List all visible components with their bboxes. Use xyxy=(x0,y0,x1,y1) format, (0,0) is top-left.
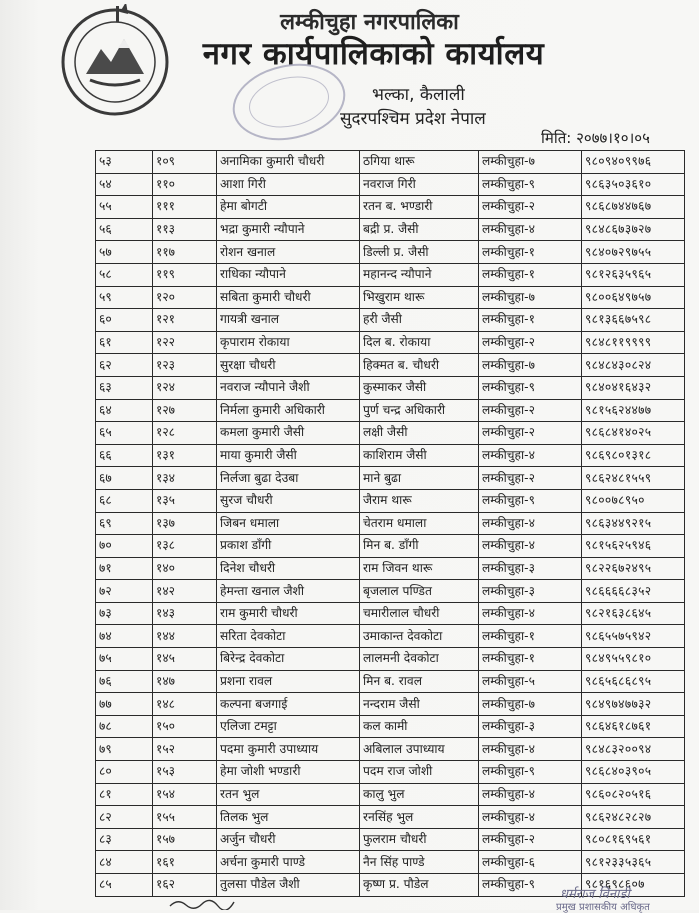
municipality-name: लम्कीचुहा नगरपालिका xyxy=(280,10,459,35)
address-cell: लम्कीचुहा-७ xyxy=(479,693,582,716)
address-cell: लम्कीचुहा-३ xyxy=(479,715,582,738)
record-number-cell: १४७ xyxy=(153,670,217,693)
address-cell: लम्कीचुहा-१ xyxy=(479,648,582,671)
guardian-name-cell: ठगिया थारू xyxy=(360,151,479,174)
name-cell: कृपाराम रोकाया xyxy=(217,331,360,354)
phone-cell: ९८१३६६७५९८ xyxy=(582,309,685,332)
guardian-name-cell: बृजलाल पण्डित xyxy=(360,580,479,603)
name-cell: जिबन धमाला xyxy=(217,512,360,535)
table-row xyxy=(96,535,685,558)
phone-cell: ९८६८४०३९०५ xyxy=(582,761,685,784)
address-cell: लम्कीचुहा-४ xyxy=(479,783,582,806)
serial-number-cell: ६२ xyxy=(96,354,153,377)
record-number-cell: १३१ xyxy=(153,444,217,467)
record-number-cell: १३५ xyxy=(153,489,217,512)
serial-number-cell: ६७ xyxy=(96,467,153,490)
phone-cell: ९८२२६७२४९५ xyxy=(582,557,685,580)
record-number-cell: १५० xyxy=(153,715,217,738)
name-cell: हेमा बोगटी xyxy=(217,196,360,219)
name-cell: भद्रा कुमारी न्यौपाने xyxy=(217,218,360,241)
name-cell: सुरक्षा चौधरी xyxy=(217,354,360,377)
guardian-name-cell: कृष्ण प्र. पौडेल xyxy=(360,874,479,897)
table-row xyxy=(96,738,685,761)
serial-number-cell: ६० xyxy=(96,309,153,332)
address-cell: लम्कीचुहा-७ xyxy=(479,354,582,377)
record-number-cell: १४० xyxy=(153,557,217,580)
signature-title: प्रमुख प्रशासकीय अधिकृत xyxy=(556,902,650,913)
name-cell: पदमा कुमारी उपाध्याय xyxy=(217,738,360,761)
serial-number-cell: ८० xyxy=(96,761,153,784)
record-number-cell: १०९ xyxy=(153,151,217,174)
name-cell: रतन भुल xyxy=(217,783,360,806)
name-cell: सुरज चौधरी xyxy=(217,489,360,512)
serial-number-cell: ७७ xyxy=(96,693,153,716)
table-row xyxy=(96,196,685,219)
table-row xyxy=(96,715,685,738)
phone-cell: ९८६५५७५९४२ xyxy=(582,625,685,648)
address-cell: लम्कीचुहा-४ xyxy=(479,806,582,829)
record-number-cell: १२८ xyxy=(153,422,217,445)
table-row xyxy=(96,376,685,399)
guardian-name-cell: नवराज गिरी xyxy=(360,173,479,196)
record-number-cell: १२४ xyxy=(153,376,217,399)
table-row xyxy=(96,399,685,422)
serial-number-cell: ६८ xyxy=(96,489,153,512)
address-cell: लम्कीचुहा-४ xyxy=(479,512,582,535)
table-row xyxy=(96,851,685,874)
phone-cell: ९८६४६१८७६१ xyxy=(582,715,685,738)
serial-number-cell: ७८ xyxy=(96,715,153,738)
phone-cell: ९८६६६६८३५२ xyxy=(582,580,685,603)
address-cell: लम्कीचुहा-९ xyxy=(479,173,582,196)
guardian-name-cell: लक्षी जैसी xyxy=(360,422,479,445)
phone-cell: ९८४०७२९७५५ xyxy=(582,241,685,264)
record-number-cell: १५२ xyxy=(153,738,217,761)
serial-number-cell: ६५ xyxy=(96,422,153,445)
address-cell: लम्कीचुहा-७ xyxy=(479,286,582,309)
serial-number-cell: ७३ xyxy=(96,602,153,625)
serial-number-cell: ७६ xyxy=(96,670,153,693)
guardian-name-cell: फुलराम चौधरी xyxy=(360,828,479,851)
serial-number-cell: ६३ xyxy=(96,376,153,399)
name-cell: एलिजा टमट्टा xyxy=(217,715,360,738)
guardian-name-cell: नन्दराम जैसी xyxy=(360,693,479,716)
address-cell: लम्कीचुहा-२ xyxy=(479,467,582,490)
guardian-name-cell: अबिलाल उपाध्याय xyxy=(360,738,479,761)
guardian-name-cell: दिल ब. रोकाया xyxy=(360,331,479,354)
record-number-cell: १६१ xyxy=(153,851,217,874)
guardian-name-cell: चेतराम धमाला xyxy=(360,512,479,535)
record-number-cell: १५७ xyxy=(153,828,217,851)
address-cell: लम्कीचुहा-३ xyxy=(479,557,582,580)
serial-number-cell: ५६ xyxy=(96,218,153,241)
pen-mark-icon xyxy=(168,896,248,910)
records-table xyxy=(95,150,685,897)
address-cell: लम्कीचुहा-२ xyxy=(479,399,582,422)
address-cell: लम्कीचुहा-३ xyxy=(479,580,582,603)
table-row xyxy=(96,557,685,580)
serial-number-cell: ७४ xyxy=(96,625,153,648)
guardian-name-cell: कल कामी xyxy=(360,715,479,738)
record-number-cell: १२१ xyxy=(153,309,217,332)
guardian-name-cell: डिल्ली प्र. जैसी xyxy=(360,241,479,264)
table-row xyxy=(96,467,685,490)
serial-number-cell: ५४ xyxy=(96,173,153,196)
address-cell: लम्कीचुहा-९ xyxy=(479,874,582,897)
phone-cell: ९८४८११९९९९ xyxy=(582,331,685,354)
name-cell: प्रशना रावल xyxy=(217,670,360,693)
record-number-cell: १३४ xyxy=(153,467,217,490)
name-cell: तिलक भुल xyxy=(217,806,360,829)
name-cell: गायत्री खनाल xyxy=(217,309,360,332)
phone-cell: ९८६९८०१३१८ xyxy=(582,444,685,467)
serial-number-cell: ७२ xyxy=(96,580,153,603)
guardian-name-cell: कालु भुल xyxy=(360,783,479,806)
record-number-cell: १२० xyxy=(153,286,217,309)
address-cell: लम्कीचुहा-४ xyxy=(479,602,582,625)
name-cell: हेमा जोशी भण्डारी xyxy=(217,761,360,784)
table-row xyxy=(96,422,685,445)
table-row xyxy=(96,218,685,241)
name-cell: प्रकाश डाँगी xyxy=(217,535,360,558)
table-row xyxy=(96,489,685,512)
guardian-name-cell: माने बुढा xyxy=(360,467,479,490)
serial-number-cell: ६९ xyxy=(96,512,153,535)
address-cell: लम्कीचुहा-१ xyxy=(479,263,582,286)
table-row xyxy=(96,783,685,806)
name-cell: दिनेश चौधरी xyxy=(217,557,360,580)
table-row xyxy=(96,444,685,467)
address-cell: लम्कीचुहा-४ xyxy=(479,738,582,761)
serial-number-cell: ८३ xyxy=(96,828,153,851)
guardian-name-cell: कुस्माकर जैसी xyxy=(360,376,479,399)
guardian-name-cell: राम जिवन थारू xyxy=(360,557,479,580)
guardian-name-cell: भिखुराम थारू xyxy=(360,286,479,309)
phone-cell: ९८६२४८१५५९ xyxy=(582,467,685,490)
table-row xyxy=(96,670,685,693)
name-cell: तुलसा पौडेल जैशी xyxy=(217,874,360,897)
record-number-cell: १४८ xyxy=(153,693,217,716)
record-number-cell: १२७ xyxy=(153,399,217,422)
address-cell: लम्कीचुहा-२ xyxy=(479,422,582,445)
address-cell: लम्कीचुहा-७ xyxy=(479,151,582,174)
address-cell: लम्कीचुहा-६ xyxy=(479,851,582,874)
record-number-cell: १६२ xyxy=(153,874,217,897)
record-number-cell: १५५ xyxy=(153,806,217,829)
record-number-cell: ११९ xyxy=(153,263,217,286)
guardian-name-cell: रनसिंह भुल xyxy=(360,806,479,829)
serial-number-cell: ५८ xyxy=(96,263,153,286)
guardian-name-cell: जैराम थारू xyxy=(360,489,479,512)
guardian-name-cell: पदम राज जोशी xyxy=(360,761,479,784)
address-cell: लम्कीचुहा-४ xyxy=(479,444,582,467)
table-row xyxy=(96,828,685,851)
name-cell: रोशन खनाल xyxy=(217,241,360,264)
table-row xyxy=(96,648,685,671)
phone-cell: ९८०८१६९५६१ xyxy=(582,828,685,851)
phone-cell: ९८६८४१४०२५ xyxy=(582,422,685,445)
phone-cell: ९८२१६३८६४५ xyxy=(582,602,685,625)
name-cell: कमला कुमारी जैसी xyxy=(217,422,360,445)
name-cell: नवराज न्यौपाने जैशी xyxy=(217,376,360,399)
serial-number-cell: ६४ xyxy=(96,399,153,422)
record-number-cell: १३८ xyxy=(153,535,217,558)
name-cell: अर्चना कुमारी पाण्डे xyxy=(217,851,360,874)
table-row xyxy=(96,309,685,332)
table-row xyxy=(96,263,685,286)
address-cell: लम्कीचुहा-२ xyxy=(479,196,582,219)
record-number-cell: १४५ xyxy=(153,648,217,671)
phone-cell: ९८००७८९५० xyxy=(582,489,685,512)
office-title: नगर कार्यपालिकाको कार्यालय xyxy=(202,36,545,72)
guardian-name-cell: लालमनी देवकोटा xyxy=(360,648,479,671)
record-number-cell: ११० xyxy=(153,173,217,196)
guardian-name-cell: हरी जैसी xyxy=(360,309,479,332)
table-row xyxy=(96,331,685,354)
table-row xyxy=(96,761,685,784)
serial-number-cell: ५५ xyxy=(96,196,153,219)
serial-number-cell: ८२ xyxy=(96,806,153,829)
phone-cell: ९८००६४९७५७ xyxy=(582,286,685,309)
address-cell: लम्कीचुहा-९ xyxy=(479,761,582,784)
record-number-cell: १४२ xyxy=(153,580,217,603)
table-row xyxy=(96,512,685,535)
address-cell: लम्कीचुहा-४ xyxy=(479,218,582,241)
record-number-cell: १३७ xyxy=(153,512,217,535)
phone-cell: ९८४८४३०८२४ xyxy=(582,354,685,377)
office-stamp-icon xyxy=(230,62,348,142)
serial-number-cell: ६१ xyxy=(96,331,153,354)
address-cell: लम्कीचुहा-१ xyxy=(479,625,582,648)
name-cell: निर्लजा बुढा देउबा xyxy=(217,467,360,490)
table-row xyxy=(96,625,685,648)
phone-cell: ९८१६९८६०७ xyxy=(582,874,685,897)
guardian-name-cell: रतन ब. भण्डारी xyxy=(360,196,479,219)
phone-cell: ९८४८३२००९४ xyxy=(582,738,685,761)
serial-number-cell: ७० xyxy=(96,535,153,558)
phone-cell: ९८१२६३५९६५ xyxy=(582,263,685,286)
phone-cell: ९८४०४१६४३२ xyxy=(582,376,685,399)
record-number-cell: १४३ xyxy=(153,602,217,625)
phone-cell: ९८६३५०३६१० xyxy=(582,173,685,196)
record-number-cell: ११७ xyxy=(153,241,217,264)
name-cell: अर्जुन चौधरी xyxy=(217,828,360,851)
phone-cell: ९८६०८२०५१६ xyxy=(582,783,685,806)
phone-cell: ९८४९५५९८१० xyxy=(582,648,685,671)
guardian-name-cell: नैन सिंह पाण्डे xyxy=(360,851,479,874)
guardian-name-cell: काशिराम जैसी xyxy=(360,444,479,467)
serial-number-cell: ७१ xyxy=(96,557,153,580)
record-number-cell: १५४ xyxy=(153,783,217,806)
table-row xyxy=(96,806,685,829)
record-number-cell: ११३ xyxy=(153,218,217,241)
table-row xyxy=(96,693,685,716)
phone-cell: ९८१२३३५३६५ xyxy=(582,851,685,874)
address-cell: लम्कीचुहा-२ xyxy=(479,828,582,851)
guardian-name-cell: बद्री प्र. जैसी xyxy=(360,218,479,241)
guardian-name-cell: चमारीलाल चौधरी xyxy=(360,602,479,625)
guardian-name-cell: महानन्द न्यौपाने xyxy=(360,263,479,286)
guardian-name-cell: उमाकान्त देवकोटा xyxy=(360,625,479,648)
phone-cell: ९८६५६८६८९५ xyxy=(582,670,685,693)
name-cell: हेमन्ता खनाल जैशी xyxy=(217,580,360,603)
phone-cell: ९८६३४४९२१५ xyxy=(582,512,685,535)
serial-number-cell: ७९ xyxy=(96,738,153,761)
serial-number-cell: ५९ xyxy=(96,286,153,309)
phone-cell: ९८६८७४४७६७ xyxy=(582,196,685,219)
record-number-cell: १२२ xyxy=(153,331,217,354)
table-row xyxy=(96,354,685,377)
name-cell: निर्मला कुमारी अधिकारी xyxy=(217,399,360,422)
address-cell: लम्कीचुहा-१ xyxy=(479,241,582,264)
phone-cell: ९८४९७४७७३२ xyxy=(582,693,685,716)
name-cell: कल्पना बजगाई xyxy=(217,693,360,716)
signature-name: धर्मराज विनाडी xyxy=(560,887,630,902)
phone-cell: ९८४८६७३७२७ xyxy=(582,218,685,241)
address-cell: लम्कीचुहा-९ xyxy=(479,489,582,512)
name-cell: बिरेन्द्र देवकोटा xyxy=(217,648,360,671)
address-cell: लम्कीचुहा-२ xyxy=(479,331,582,354)
guardian-name-cell: मिन ब. रावल xyxy=(360,670,479,693)
record-number-cell: १५३ xyxy=(153,761,217,784)
name-cell: सबिता कुमारी चौधरी xyxy=(217,286,360,309)
serial-number-cell: ५७ xyxy=(96,241,153,264)
document-date: मिति: २०७७।१०।०५ xyxy=(541,129,650,147)
phone-cell: ९८१५६२५९४६ xyxy=(582,535,685,558)
guardian-name-cell: मिन ब. डाँगी xyxy=(360,535,479,558)
name-cell: सरिता देवकोटा xyxy=(217,625,360,648)
guardian-name-cell: हिक्मत ब. चौधरी xyxy=(360,354,479,377)
office-location: भल्का, कैलाली xyxy=(372,85,465,105)
name-cell: अनामिका कुमारी चौधरी xyxy=(217,151,360,174)
serial-number-cell: ७५ xyxy=(96,648,153,671)
table-row xyxy=(96,286,685,309)
phone-cell: ९८०९४०९९७६ xyxy=(582,151,685,174)
serial-number-cell: ८१ xyxy=(96,783,153,806)
serial-number-cell: ८४ xyxy=(96,851,153,874)
phone-cell: ९८६२४८२८२७ xyxy=(582,806,685,829)
serial-number-cell: ५३ xyxy=(96,151,153,174)
name-cell: आशा गिरी xyxy=(217,173,360,196)
guardian-name-cell: पुर्ण चन्द्र अधिकारी xyxy=(360,399,479,422)
table-row xyxy=(96,241,685,264)
name-cell: राधिका न्यौपाने xyxy=(217,263,360,286)
record-number-cell: १११ xyxy=(153,196,217,219)
table-row xyxy=(96,602,685,625)
serial-number-cell: ६६ xyxy=(96,444,153,467)
name-cell: राम कुमारी चौधरी xyxy=(217,602,360,625)
province-name: सुदरपश्चिम प्रदेश नेपाल xyxy=(340,109,486,129)
record-number-cell: १४४ xyxy=(153,625,217,648)
table-row xyxy=(96,151,685,174)
address-cell: लम्कीचुहा-१ xyxy=(479,309,582,332)
phone-cell: ९८१५६२४४७७ xyxy=(582,399,685,422)
address-cell: लम्कीचुहा-९ xyxy=(479,376,582,399)
table-row xyxy=(96,173,685,196)
address-cell: लम्कीचुहा-४ xyxy=(479,535,582,558)
record-number-cell: १२३ xyxy=(153,354,217,377)
serial-number-cell: ८५ xyxy=(96,874,153,897)
table-row xyxy=(96,580,685,603)
address-cell: लम्कीचुहा-५ xyxy=(479,670,582,693)
name-cell: माया कुमारी जैसी xyxy=(217,444,360,467)
